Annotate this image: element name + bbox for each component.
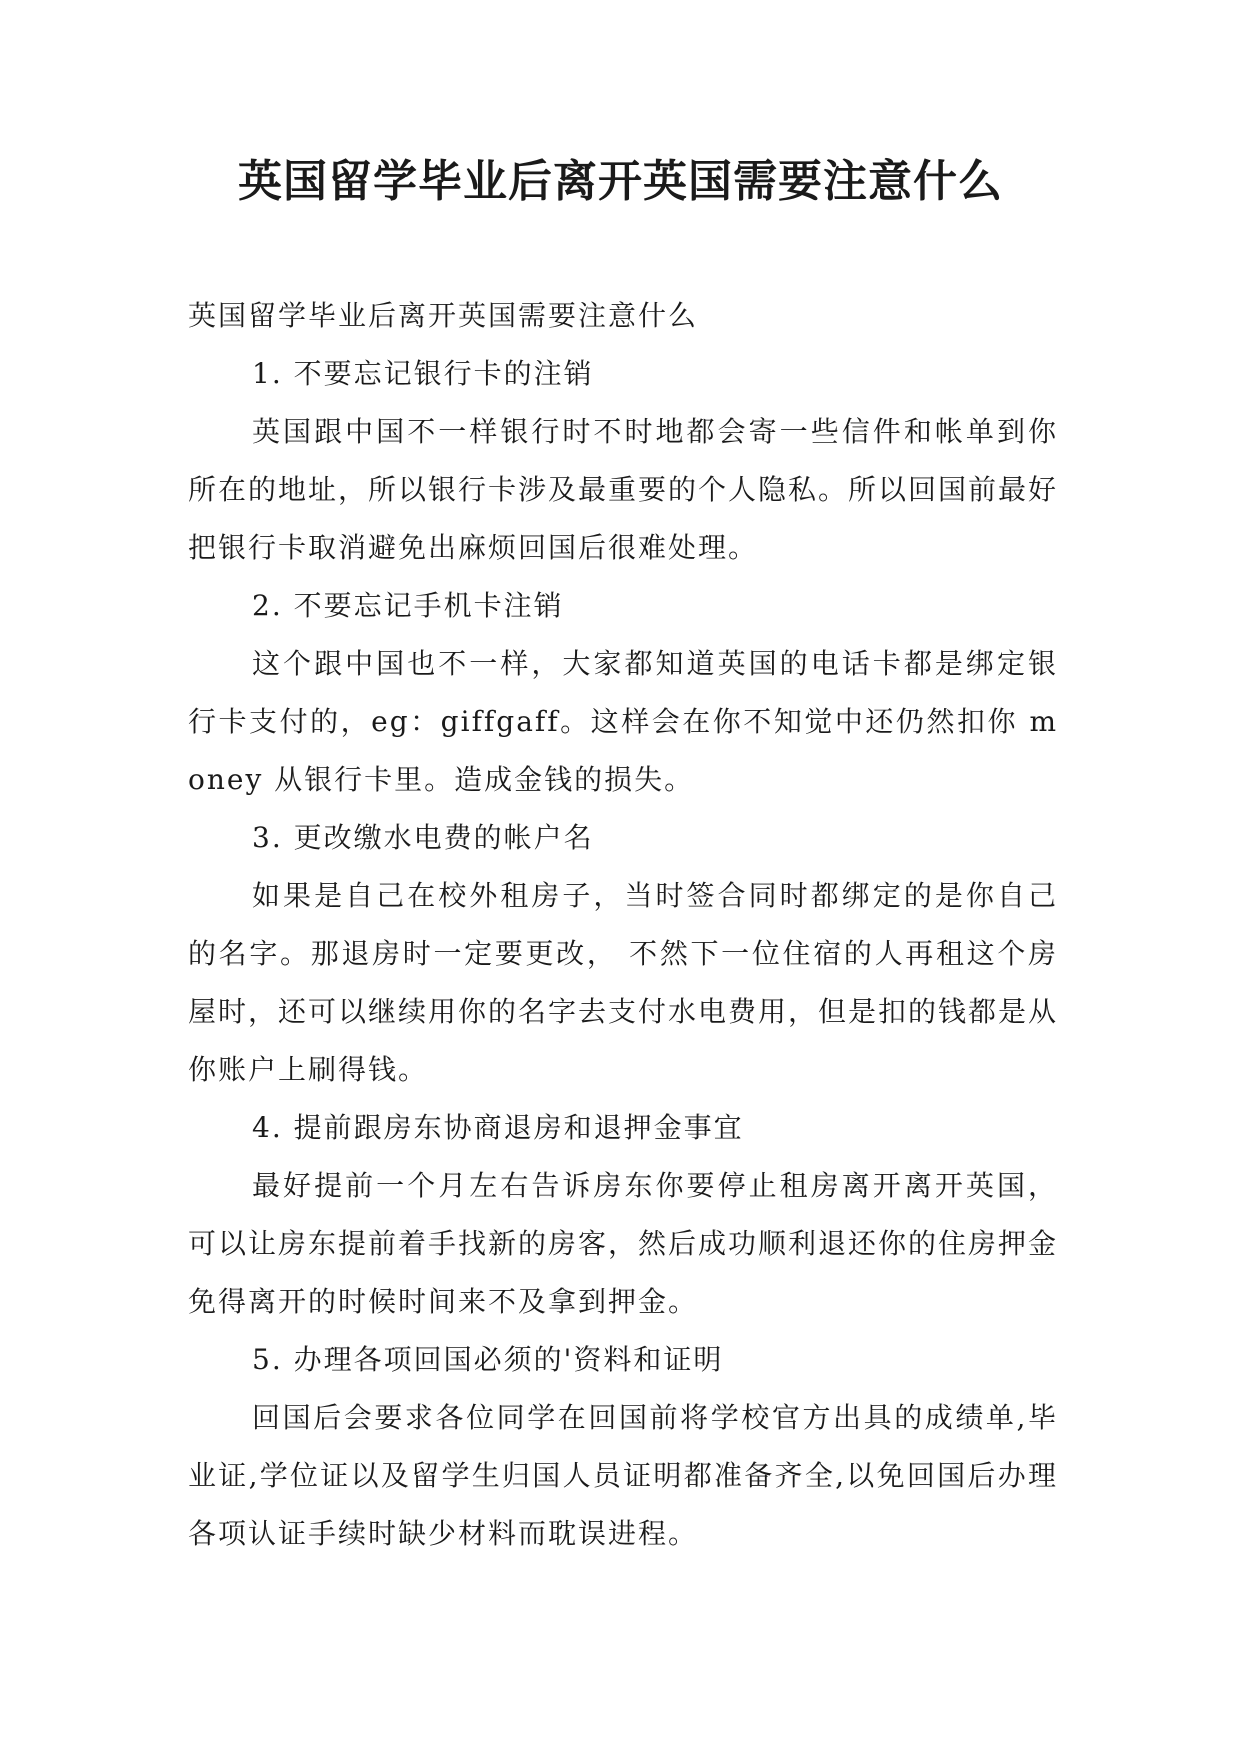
- section-heading: 3. 更改缴水电费的帐户名: [252, 821, 594, 854]
- section-paragraph: 回国后会要求各位同学在回国前将学校官方出具的成绩单,毕业证,学位证以及留学生归国人员证明都准备齐全,以免回国后办理各项认证手续时缺少材料而耽误进程。: [188, 1401, 1058, 1550]
- section-paragraph: 最好提前一个月左右告诉房东你要停止租房离开离开英国，可以让房东提前着手找新的房客，然后成功顺利退还你的住房押金免得离开的时候时间来不及拿到押金。: [188, 1169, 1059, 1318]
- section-paragraph: 英国跟中国不一样银行时不时地都会寄一些信件和帐单到你所在的地址，所以银行卡涉及最重要的个人隐私。所以回国前最好把银行卡取消避免出麻烦回国后很难处理。: [188, 415, 1059, 564]
- document-title: 英国留学毕业后离开英国需要注意什么: [238, 156, 1003, 207]
- document-body: [188, 287, 1058, 1563]
- section-paragraph: 如果是自己在校外租房子，当时签合同时都绑定的是你自己的名字。那退房时一定要更改， 不然下一位住宿的人再租这个房屋时，还可以继续用你的名字去支付水电费用，但是扣的钱都是从你账户上刷得钱。: [188, 879, 1059, 1086]
- section-heading: 4. 提前跟房东协商退房和退押金事宜: [252, 1111, 744, 1144]
- section-heading: 5. 办理各项回国必须的'资料和证明: [252, 1343, 724, 1376]
- intro-paragraph: 英国留学毕业后离开英国需要注意什么: [188, 299, 699, 332]
- section-paragraph: 这个跟中国也不一样，大家都知道英国的电话卡都是绑定银行卡支付的，eg：giffgaff。这样会在你不知觉中还仍然扣你 money 从银行卡里。造成金钱的损失。: [188, 647, 1058, 796]
- section-heading: 2. 不要忘记手机卡注销: [252, 589, 564, 622]
- section-heading: 1. 不要忘记银行卡的注销: [252, 357, 594, 390]
